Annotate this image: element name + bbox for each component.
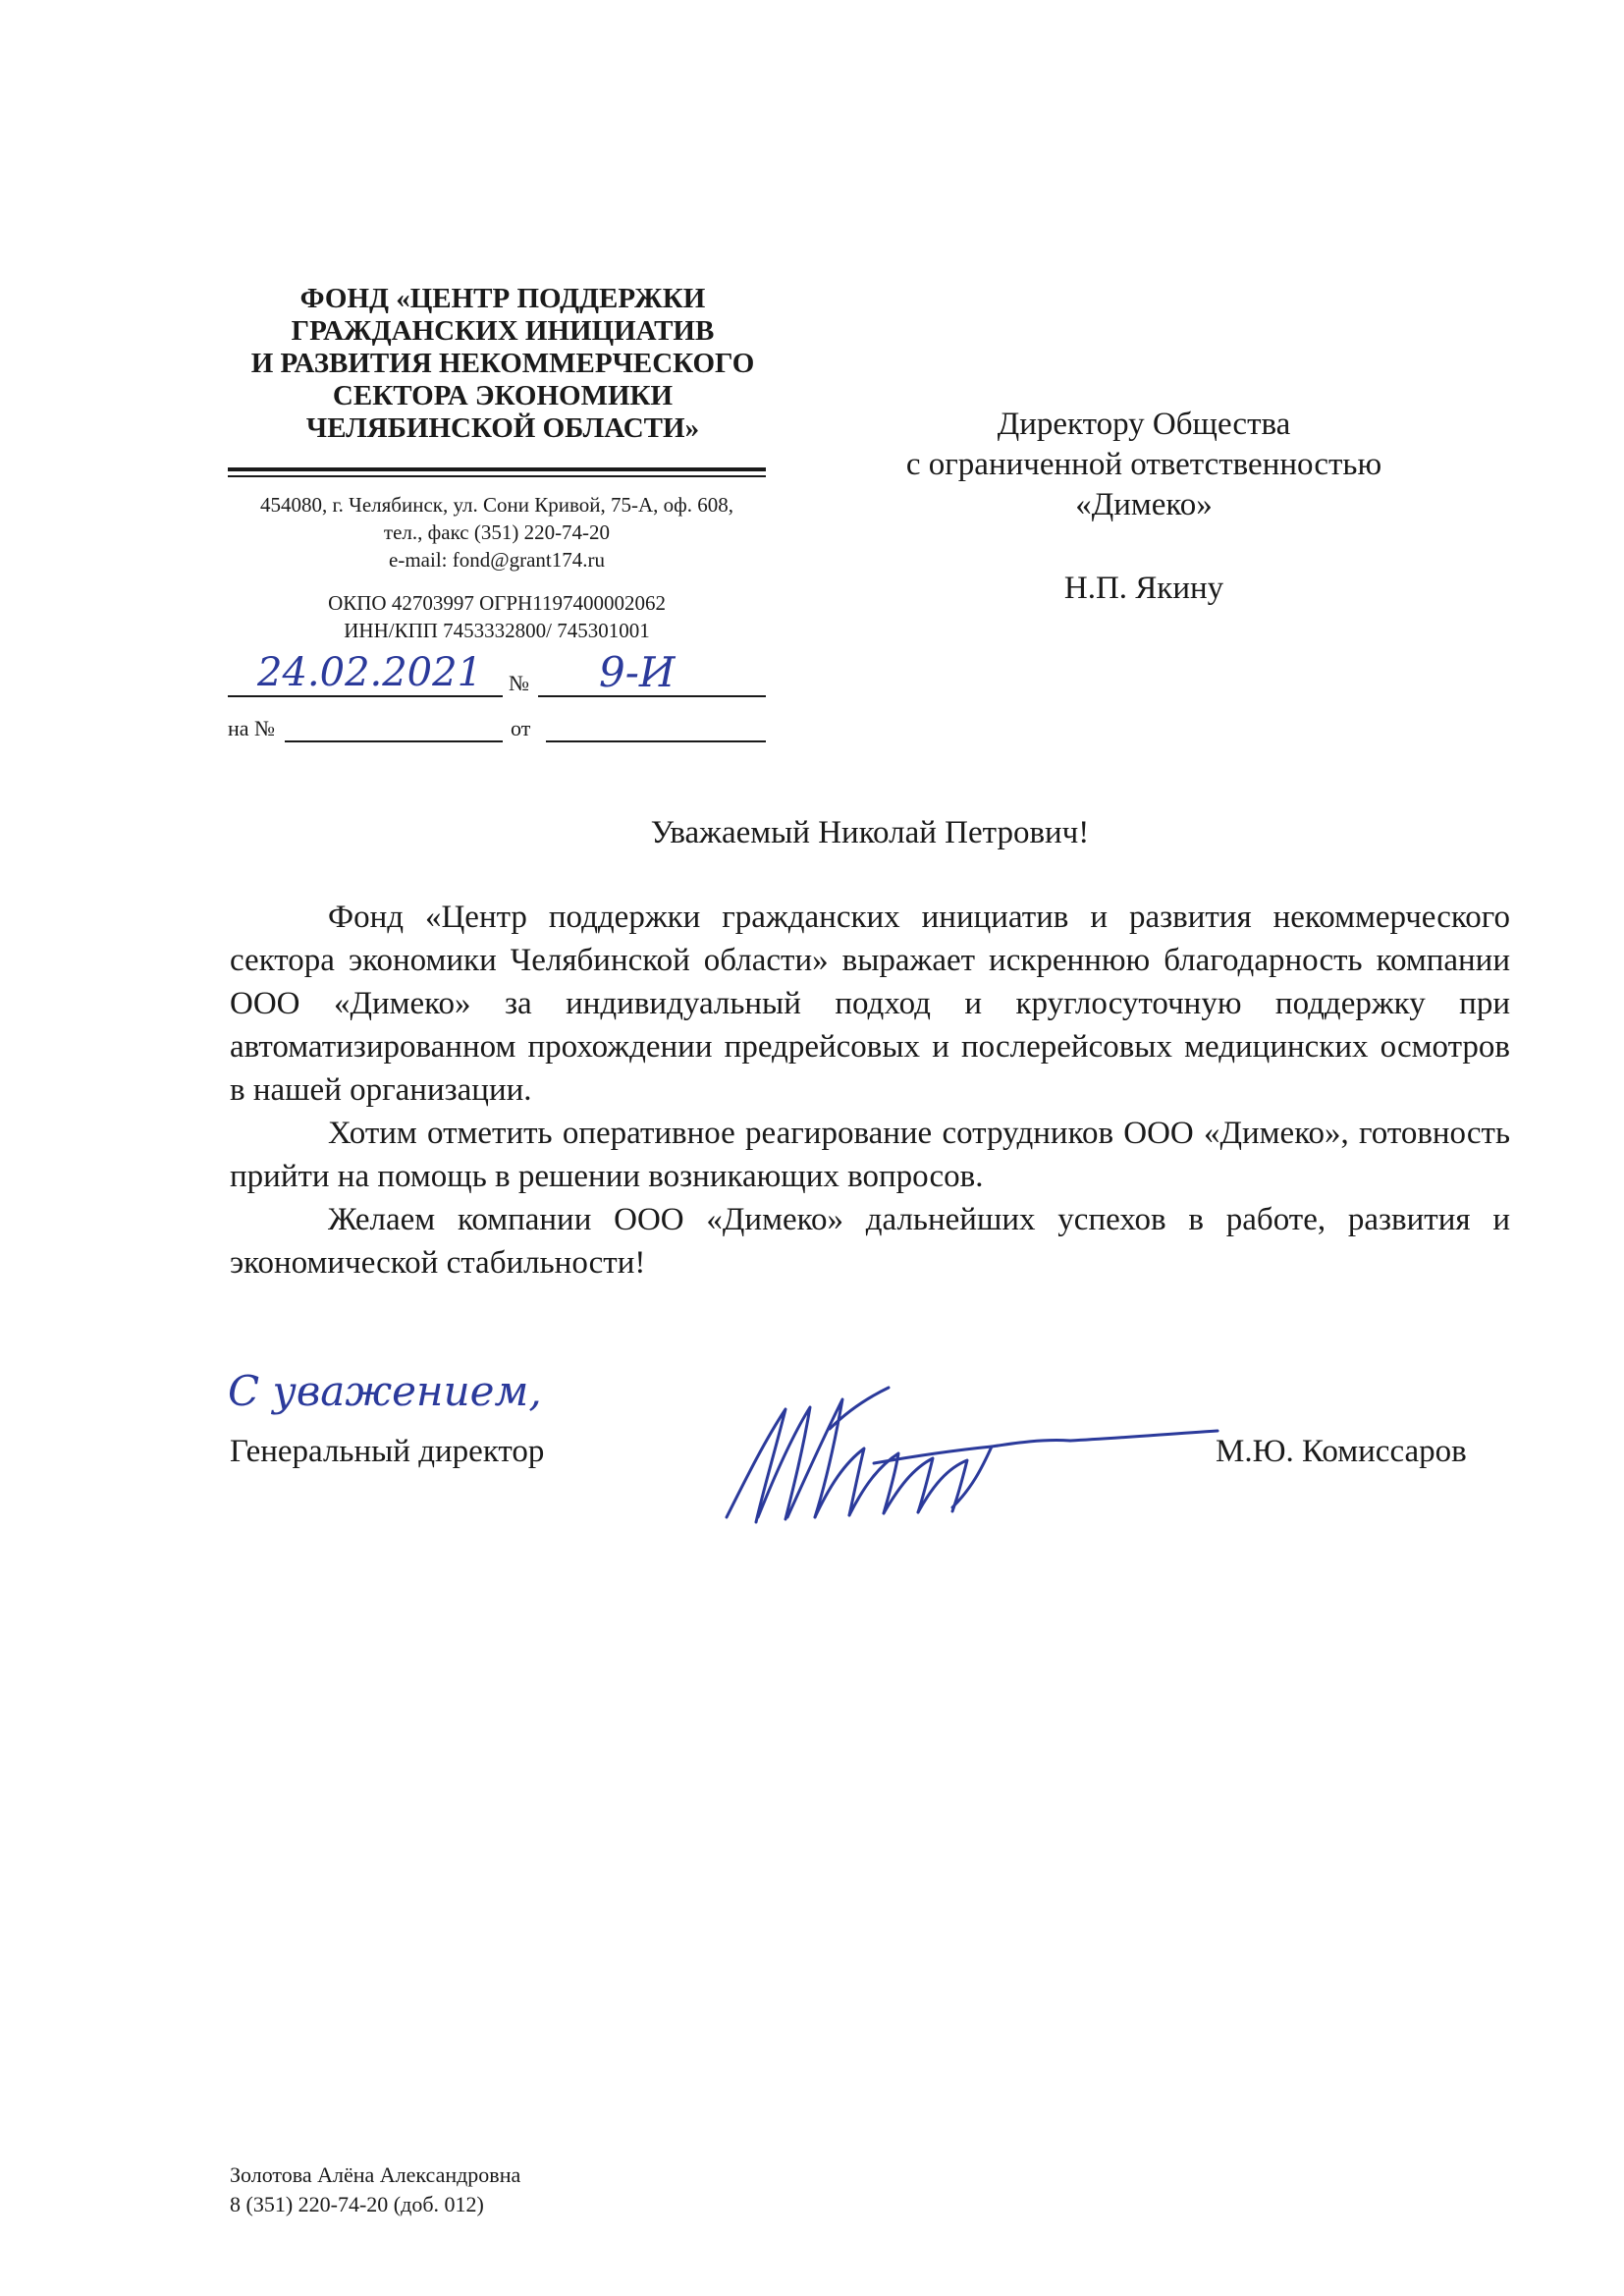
addressee-line: с ограниченной ответственностью <box>905 447 1382 482</box>
addressee-block <box>864 405 1424 609</box>
letterhead-divider-thin <box>228 475 766 477</box>
date-handwritten: 24.02.2021 <box>257 650 483 695</box>
org-name-line: И РАЗВИТИЯ НЕКОММЕРЧЕСКОГО <box>250 348 755 379</box>
signer-name: М.Ю. Комиссаров <box>1216 1434 1467 1469</box>
executor-phone: 8 (351) 220-74-20 (доб. 012) <box>230 2192 484 2216</box>
body-paragraph: Желаем компании ООО «Димеко» дальнейших успехов в работе, развития и экономической стабильности! <box>230 1202 1510 1281</box>
letterhead-divider-thick <box>228 467 766 471</box>
signature-image <box>717 1370 1227 1542</box>
reference-date-label: от <box>511 716 531 740</box>
reference-date-line <box>546 740 766 742</box>
org-name-line: ЧЕЛЯБИНСКОЙ ОБЛАСТИ» <box>305 412 700 444</box>
addressee-name: Н.П. Якину <box>1063 571 1224 606</box>
executor-info <box>230 2160 520 2219</box>
org-address: 454080, г. Челябинск, ул. Сони Кривой, 75-А, оф. 608, <box>259 493 734 517</box>
addressee-line: Директору Общества <box>997 407 1291 442</box>
number-label: № <box>509 671 529 695</box>
date-field-line <box>228 695 503 697</box>
body-paragraph: Фонд «Центр поддержки гражданских инициатив и развития некоммерческого сектора экономики Челябинской области» выражает искреннюю благодарность компании ООО «Димеко» за индивидуальный подход и круглосуточную поддержку при автоматизированном прохождении предрейсовых и послерейсовых медицинских осмотров в нашей организации. <box>230 900 1510 1108</box>
executor-name: Золотова Алёна Александровна <box>230 2162 521 2187</box>
org-okpo-ogrn: ОКПО 42703997 ОГРН1197400002062 <box>328 591 666 615</box>
closing-handwritten: С уважением, <box>228 1367 542 1415</box>
org-inn-kpp: ИНН/КПП 7453332800/ 745301001 <box>344 619 650 642</box>
number-handwritten: 9-И <box>599 648 676 696</box>
org-email: e-mail: fond@grant174.ru <box>389 548 605 572</box>
org-name-line: ФОНД «ЦЕНТР ПОДДЕРЖКИ <box>299 283 706 314</box>
salutation: Уважаемый Николай Петрович! <box>650 815 1090 850</box>
reference-number-label: на № <box>228 716 276 740</box>
body-paragraph: Хотим отметить оперативное реагирование сотрудников ООО «Димеко», готовность прийти на помощь в решении возникающих вопросов. <box>230 1116 1510 1194</box>
letter-body <box>230 896 1510 1285</box>
org-contacts <box>216 491 778 574</box>
signer-title: Генеральный директор <box>230 1434 545 1469</box>
org-codes <box>216 589 778 644</box>
reference-number-line <box>285 740 503 742</box>
org-phone: тел., факс (351) 220-74-20 <box>383 520 611 544</box>
org-name-line: СЕКТОРА ЭКОНОМИКИ <box>332 380 674 411</box>
organization-name <box>228 283 778 445</box>
addressee-line: «Димеко» <box>1075 487 1213 522</box>
org-name-line: ГРАЖДАНСКИХ ИНИЦИАТИВ <box>291 315 715 347</box>
